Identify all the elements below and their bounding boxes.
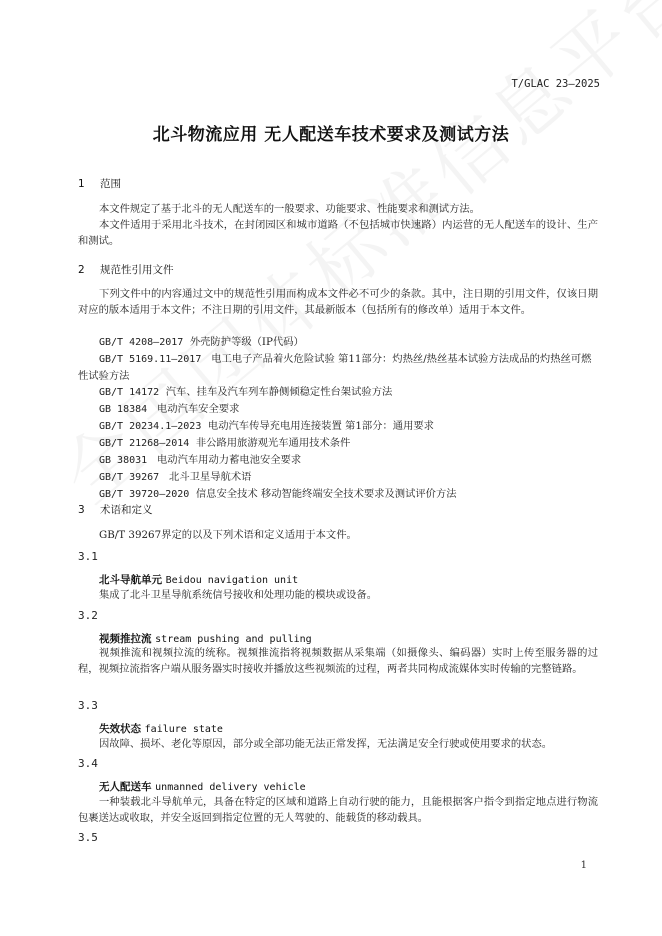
reference-code: GB/T 14172 [99, 387, 160, 398]
term-name [99, 572, 298, 587]
reference-code: GB/T 20234.1—2023 [99, 421, 202, 432]
term-en: failure state [144, 724, 223, 735]
term-name [99, 779, 306, 794]
reference-title: 电工电子产品着火危险试验 第11部分：灼热丝/热丝基本试验方法成品的灼热丝可燃性试验方法 [78, 353, 592, 382]
term-name [99, 721, 223, 736]
term-en: Beidou navigation unit [165, 575, 299, 586]
section-title: 范围 [100, 178, 121, 190]
term-en: stream pushing and pulling [155, 634, 312, 645]
term-number: 3.4 [78, 757, 98, 770]
reference-code: GB/T 21268—2014 [99, 438, 190, 449]
paragraph: GB/T 39267界定的以及下列术语和定义适用于本文件。 [99, 529, 357, 541]
paragraph: 下列文件中的内容通过文中的规范性引用而构成本文件必不可少的条款。其中，注日期的引用文件，仅该日期对应的版本适用于本文件；不注日期的引用文件，其最新版本（包括所有的修改单）适用于本文件。 [78, 288, 598, 316]
paragraph: 因故障、损坏、老化等原因，部分或全部功能无法正常发挥，无法满足安全行驶或使用要求的状态。 [99, 738, 553, 750]
reference-item [78, 469, 598, 486]
reference-item [78, 401, 598, 418]
page-number: 1 [580, 860, 587, 871]
section-3-intro [78, 527, 598, 543]
term-number: 3.2 [78, 609, 98, 622]
paragraph: 集成了北斗卫星导航系统信号接收和处理功能的模块或设备。 [99, 589, 378, 601]
paragraph: 视频推流和视频拉流的统称。视频推流指将视频数据从采集端（如摄像头、编码器）实时上传至服务器的过程，视频拉流指客户端从服务器实时接收并播放这些视频流的过程，两者共同构成流媒体实时传输的完整链路。 [78, 647, 598, 675]
term-definition [78, 645, 598, 677]
paragraph: 本文件适用于采用北斗技术，在封闭园区和城市道路（不包括城市快速路）内运营的无人配送车的设计、生产和测试。 [78, 219, 598, 247]
reference-item [78, 435, 598, 452]
reference-item [78, 384, 598, 401]
reference-title: 汽车、挂车及汽车列车静侧倾稳定性台架试验方法 [165, 386, 393, 398]
reference-item [78, 351, 598, 384]
reference-code: GB 38031 [99, 455, 148, 466]
reference-title: 外壳防护等级（IP代码） [189, 336, 304, 348]
term-number: 3.3 [78, 699, 98, 712]
reference-title: 电动汽车安全要求 [157, 403, 240, 415]
reference-code: GB/T 5169.11—2017 [99, 354, 202, 365]
term-zh: 失效状态 [99, 723, 141, 735]
section-title: 术语和定义 [100, 504, 153, 516]
term-number: 3.1 [78, 550, 98, 563]
reference-title: 电动汽车传导充电用连接装置 第1部分：通用要求 [207, 420, 434, 432]
reference-code: GB/T 39267 [99, 472, 160, 483]
paragraph: 本文件规定了基于北斗的无人配送车的一般要求、功能要求、性能要求和测试方法。 [99, 203, 480, 215]
doc-title: 北斗物流应用 无人配送车技术要求及测试方法 [152, 125, 510, 145]
term-name [99, 631, 312, 646]
paragraph: 一种装载北斗导航单元，具备在特定的区域和道路上自动行驶的能力，且能根据客户指令到指定地点进行物流包裹送达或收取，并安全返回到指定位置的无人驾驶的、能载货的移动载具。 [78, 796, 598, 824]
reference-item [78, 418, 598, 435]
reference-item [78, 452, 598, 469]
term-en: unmanned delivery vehicle [155, 782, 306, 793]
term-definition [78, 587, 598, 603]
reference-code: GB/T 4208—2017 [99, 337, 184, 348]
reference-item [78, 486, 598, 503]
section-title: 规范性引用文件 [100, 264, 174, 276]
term-definition [78, 794, 598, 826]
reference-title: 电动汽车用动力蓄电池安全要求 [157, 454, 302, 466]
reference-code: GB/T 39720—2020 [99, 489, 190, 500]
reference-title: 非公路用旅游观光车通用技术条件 [195, 437, 351, 449]
section-1-heading [78, 176, 121, 191]
reference-list [78, 334, 598, 503]
term-zh: 无人配送车 [99, 781, 152, 793]
section-number: 3 [78, 504, 85, 516]
section-1-body [78, 201, 598, 249]
reference-title: 信息安全技术 移动智能终端安全技术要求及测试评价方法 [195, 488, 457, 500]
term-definition [78, 736, 598, 752]
section-2-heading [78, 262, 174, 277]
section-number: 2 [78, 264, 85, 276]
term-zh: 视频推拉流 [99, 633, 152, 645]
doc-number: T/GLAC 23—2025 [511, 78, 600, 90]
section-number: 1 [78, 178, 85, 190]
reference-title: 北斗卫星导航术语 [169, 471, 252, 483]
reference-code: GB 18384 [99, 404, 148, 415]
term-zh: 北斗导航单元 [99, 574, 162, 586]
reference-item [78, 334, 598, 351]
section-2-intro [78, 286, 598, 318]
term-number: 3.5 [78, 831, 98, 844]
section-3-heading [78, 502, 153, 517]
